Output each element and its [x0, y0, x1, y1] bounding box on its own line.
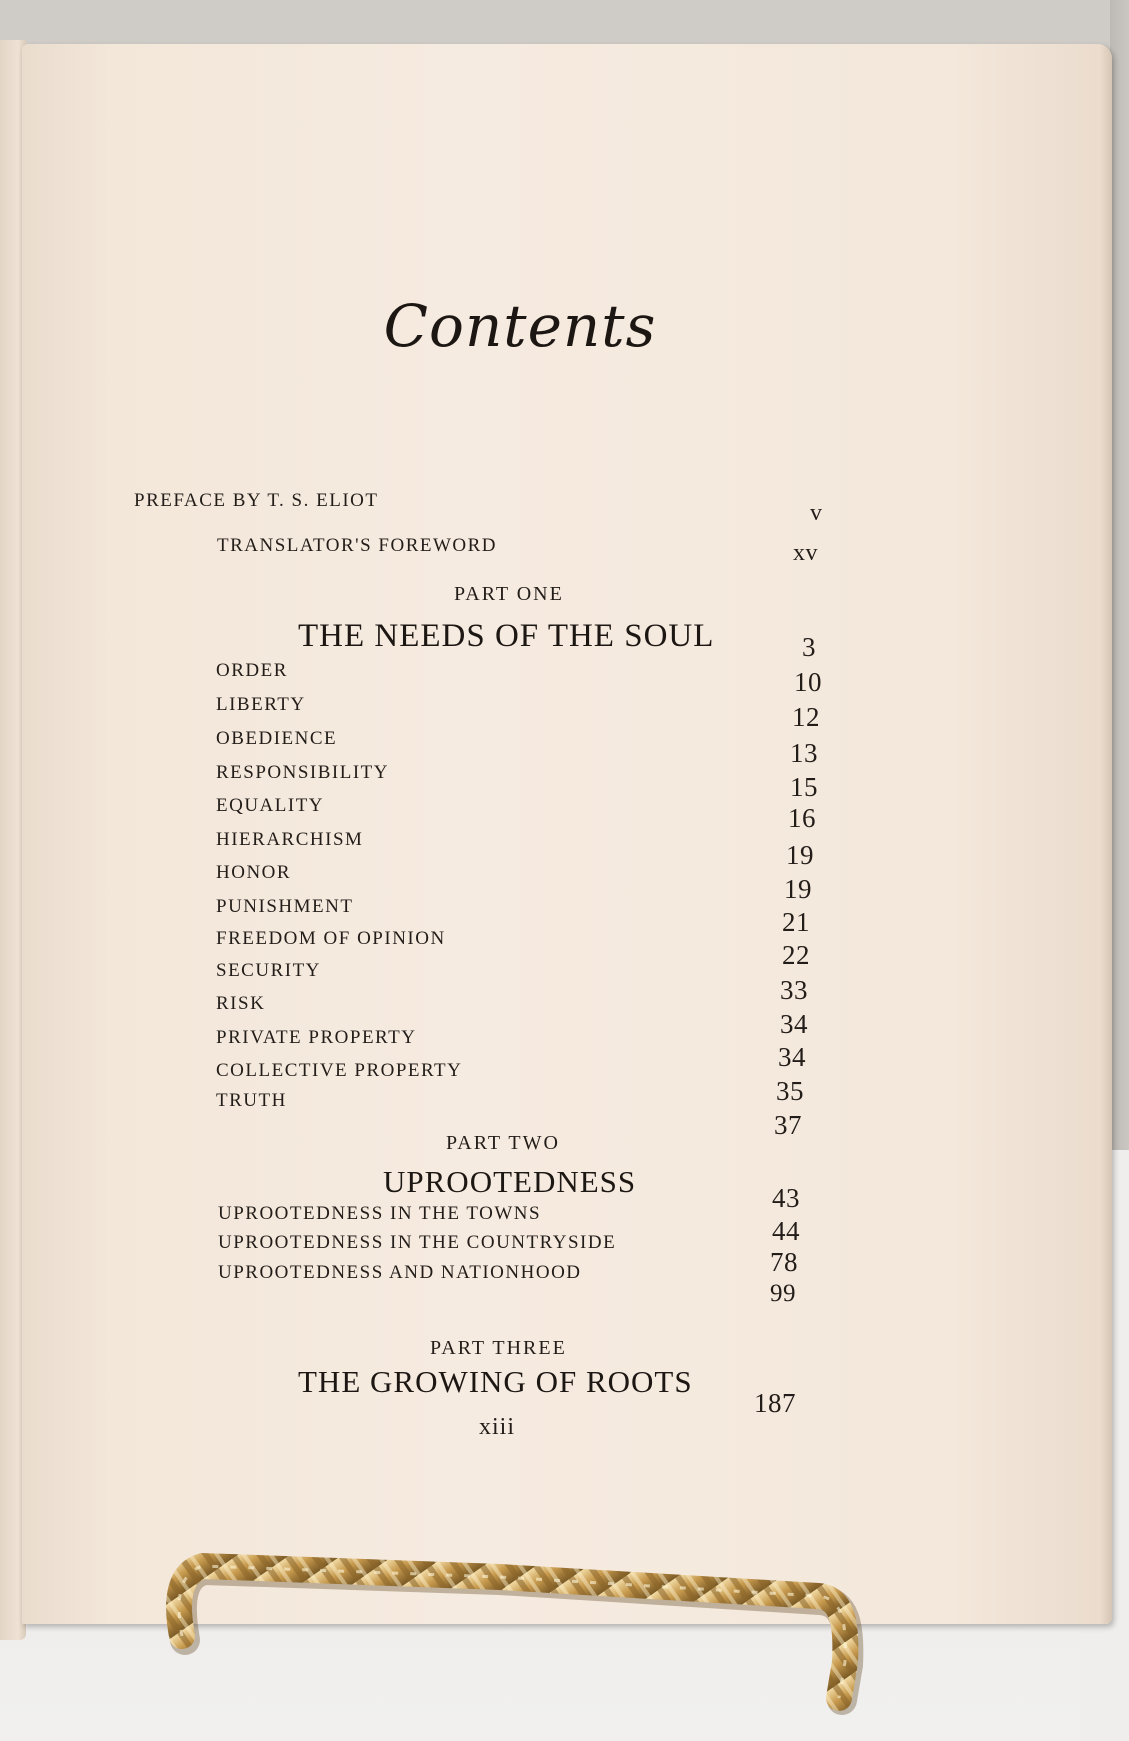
page-title: Contents: [383, 292, 657, 360]
part-two-heading: UPROOTEDNESS: [383, 1164, 637, 1199]
toc-page: 19: [784, 874, 812, 904]
toc-page: 33: [780, 975, 808, 1005]
toc-page: 22: [782, 940, 810, 970]
toc-entry: PRIVATE PROPERTY: [216, 1027, 417, 1048]
toc-page: 37: [774, 1110, 802, 1140]
part-one-heading: THE NEEDS OF THE SOUL: [298, 618, 715, 654]
page-folio: xiii: [479, 1414, 516, 1440]
toc-page: 16: [788, 803, 816, 833]
part-three-heading: THE GROWING OF ROOTS: [298, 1364, 693, 1399]
part-three-page: 187: [754, 1388, 796, 1418]
toc-entry-foreword: TRANSLATOR'S FOREWORD: [217, 535, 498, 556]
part-two-label: PART TWO: [446, 1132, 560, 1154]
toc-page: 35: [776, 1076, 804, 1106]
part-one-label: PART ONE: [454, 583, 564, 605]
toc-entry: LIBERTY: [216, 694, 306, 715]
toc-entry: RISK: [216, 993, 266, 1014]
toc-entry: PUNISHMENT: [216, 896, 354, 917]
toc-page: 99: [770, 1280, 796, 1307]
toc-page: 44: [772, 1216, 800, 1246]
toc-page-foreword: xv: [793, 540, 818, 566]
toc-entry: ORDER: [216, 660, 288, 681]
toc-entry: UPROOTEDNESS IN THE COUNTRYSIDE: [218, 1232, 617, 1253]
toc-page: 15: [790, 772, 818, 802]
toc-page-preface: v: [810, 500, 823, 526]
toc-entry: UPROOTEDNESS IN THE TOWNS: [218, 1203, 542, 1224]
toc-page: 19: [786, 840, 814, 870]
toc-entry: RESPONSIBILITY: [216, 762, 390, 783]
toc-entry: UPROOTEDNESS AND NATIONHOOD: [218, 1262, 582, 1283]
toc-entry: FREEDOM OF OPINION: [216, 928, 446, 949]
toc-entry: OBEDIENCE: [216, 728, 338, 749]
toc-entry: HIERARCHISM: [216, 829, 364, 850]
toc-page: 34: [780, 1009, 808, 1039]
part-one-page: 3: [802, 632, 816, 662]
toc-page: 10: [794, 667, 822, 697]
toc-page: 34: [778, 1042, 806, 1072]
toc-page: 21: [782, 907, 810, 937]
toc-entry: COLLECTIVE PROPERTY: [216, 1060, 463, 1081]
toc-entry: EQUALITY: [216, 795, 325, 816]
toc-entry: HONOR: [216, 862, 292, 883]
part-three-label: PART THREE: [430, 1337, 567, 1359]
toc-page: 78: [770, 1247, 798, 1277]
toc-page: 12: [792, 702, 820, 732]
toc-entry-preface: PREFACE BY T. S. ELIOT: [134, 490, 379, 511]
toc-page: 13: [790, 738, 818, 768]
toc-entry: SECURITY: [216, 960, 321, 981]
part-two-page: 43: [772, 1183, 800, 1213]
toc-entry: TRUTH: [216, 1090, 287, 1111]
